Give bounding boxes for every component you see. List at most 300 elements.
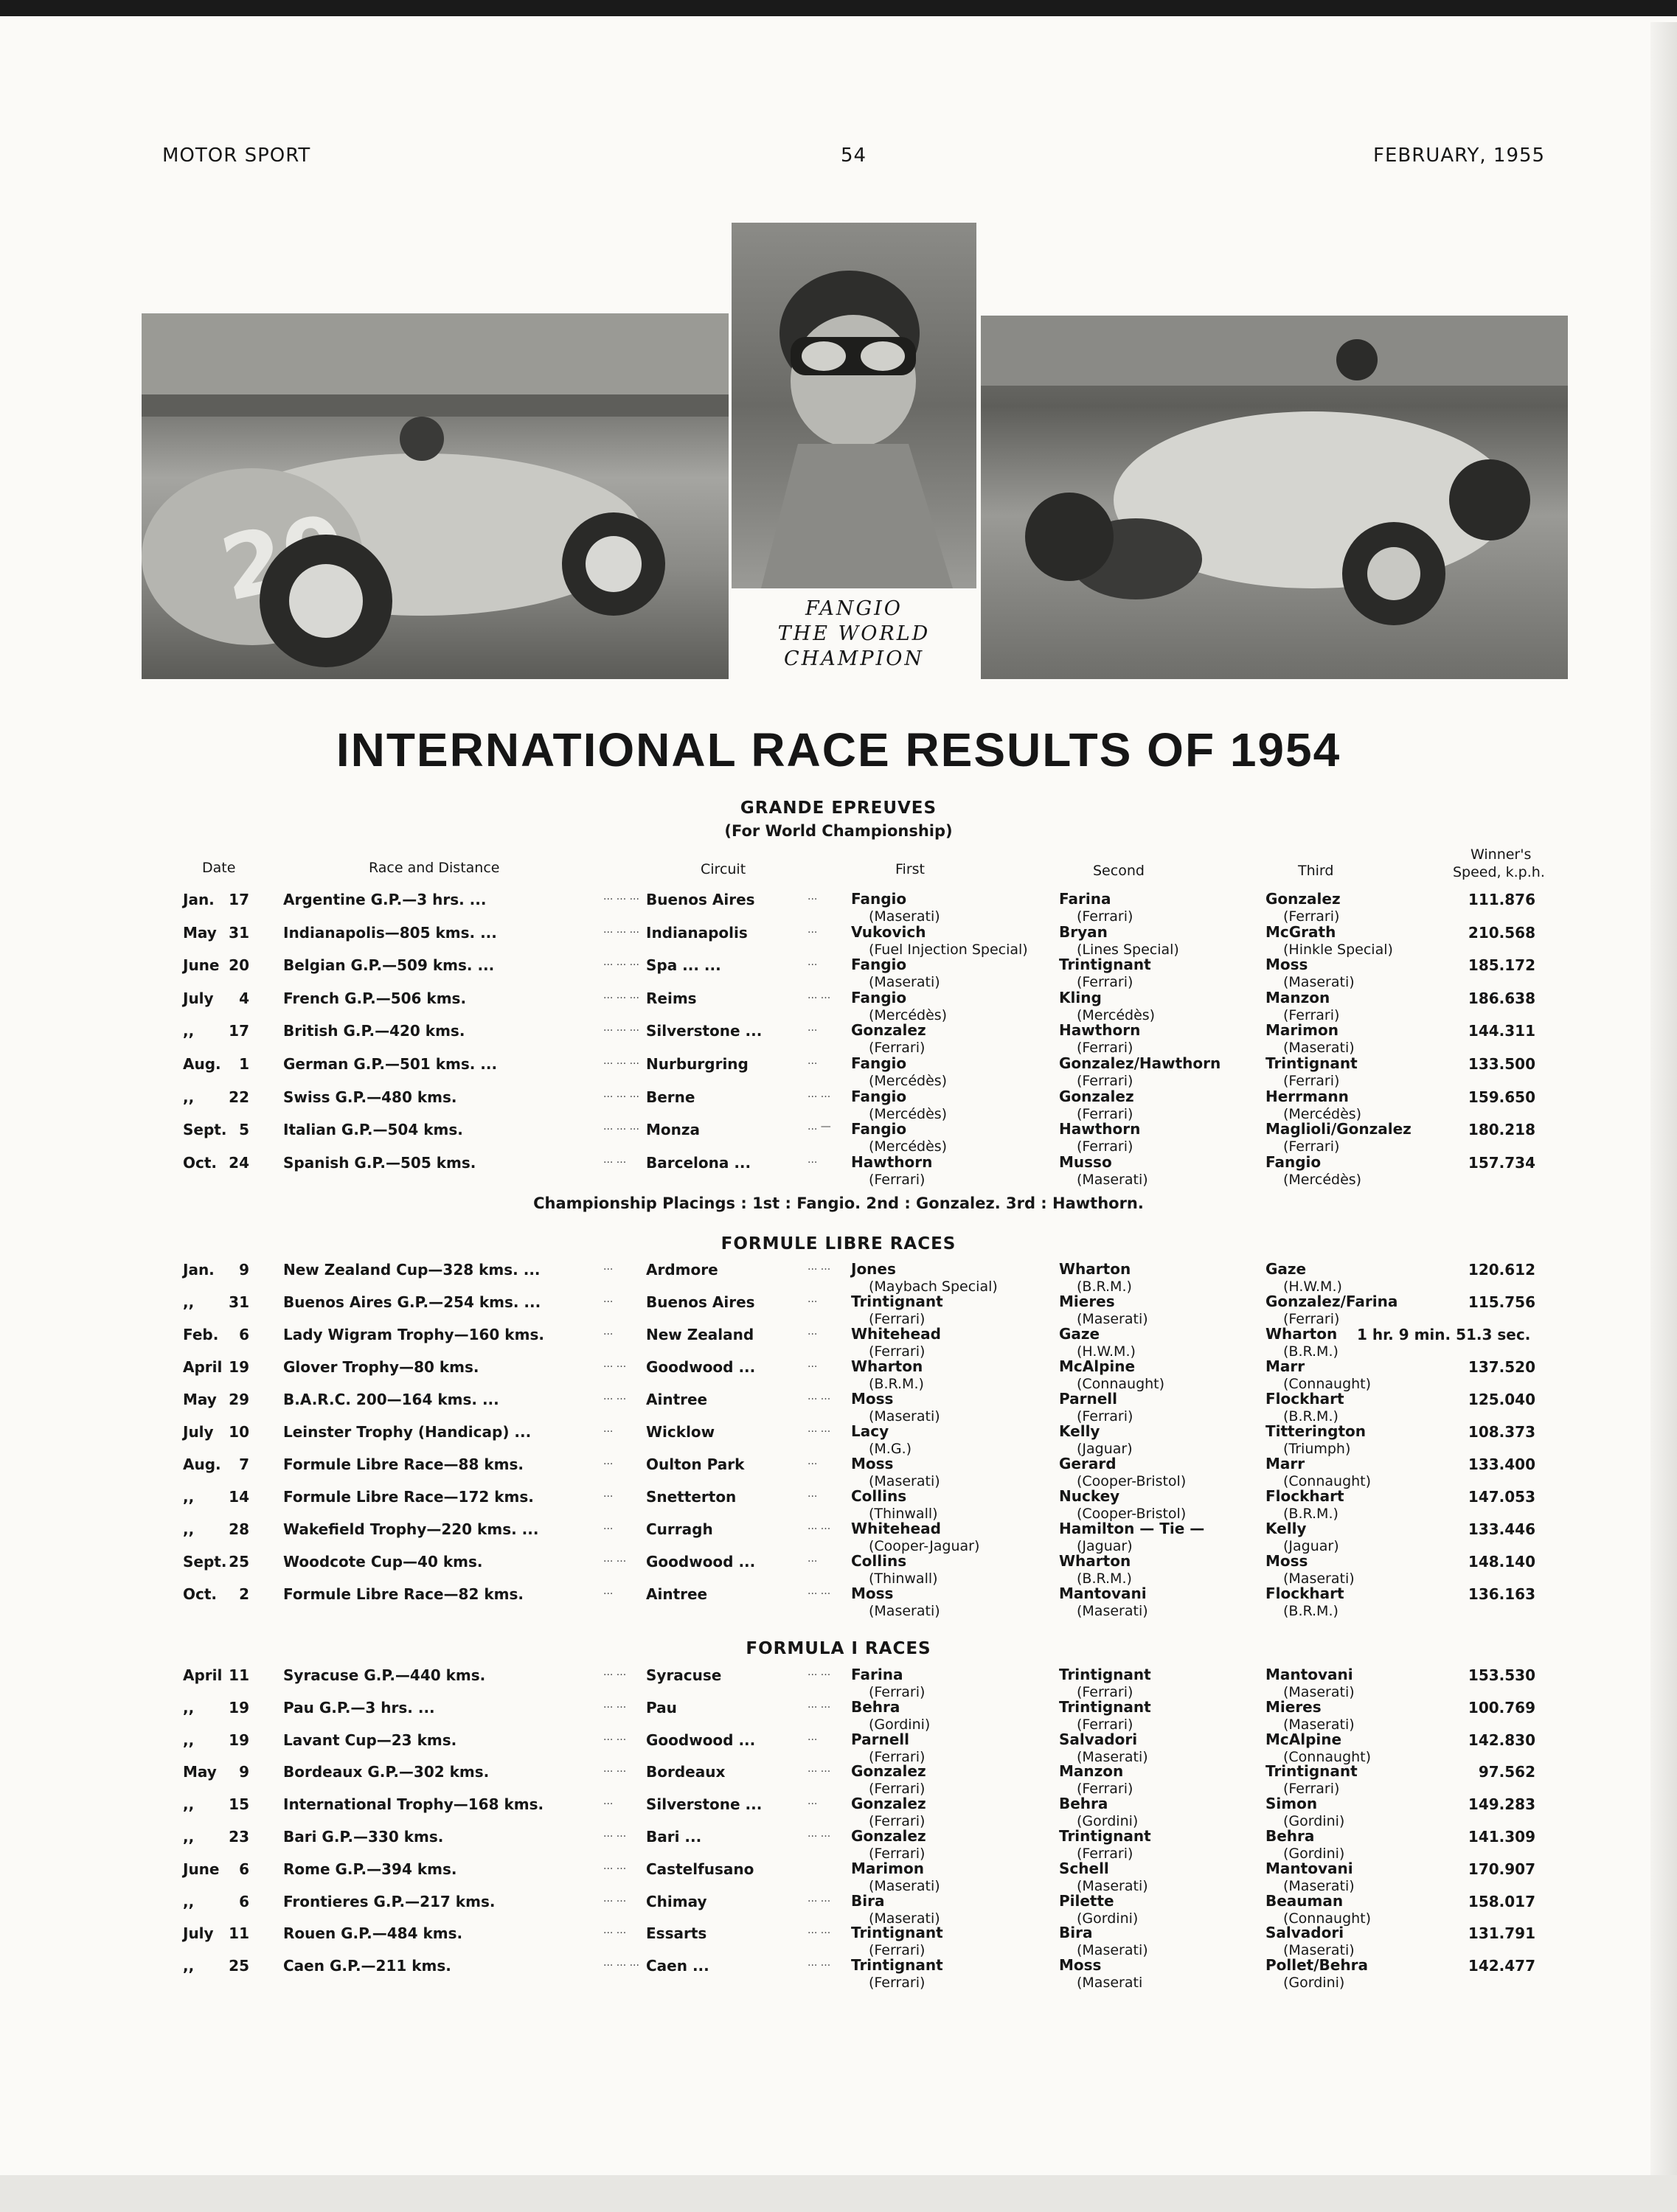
third-place-team: (Ferrari) [1283, 1781, 1340, 1798]
leader-dots: ... [808, 923, 818, 936]
winner-team: (Fuel Injection Special) [869, 941, 1028, 958]
race-name: Buenos Aires G.P.—254 kms. ... [283, 1293, 541, 1311]
date-month: Feb. [183, 1326, 219, 1343]
second-place-driver: Moss [1059, 1956, 1102, 1975]
date-day: 9 [239, 1261, 249, 1279]
winner-driver: Gonzalez [851, 1795, 926, 1813]
third-place-team: (Gordini) [1283, 1846, 1345, 1862]
race-name: Bari G.P.—330 kms. [283, 1828, 444, 1846]
second-place-cell [1059, 924, 1179, 958]
second-place-cell [1059, 990, 1155, 1023]
winner-team: (Ferrari) [869, 1846, 926, 1862]
winner-cell [851, 924, 1028, 958]
winner-cell [851, 1553, 938, 1587]
circuit-name: Curragh [646, 1520, 713, 1538]
winner-speed: 131.791 [1468, 1924, 1535, 1943]
circuit-name: Syracuse [646, 1666, 722, 1684]
leader-dots: ... [603, 1293, 614, 1305]
second-place-driver: Mieres [1059, 1293, 1115, 1310]
circuit-name: Aintree [646, 1585, 708, 1603]
winner-team: (Ferrari) [869, 1311, 926, 1327]
winner-driver: Trintignant [851, 1293, 943, 1310]
date-month: ,, [183, 1088, 195, 1106]
second-place-team: (Maserati) [1077, 1877, 1148, 1894]
winner-driver: Moss [851, 1455, 894, 1472]
leader-dots: ... ... ... [603, 891, 639, 902]
third-place-driver: Mieres [1265, 1697, 1322, 1716]
second-place-team: (Ferrari) [1077, 1138, 1133, 1155]
winner-cell [851, 1893, 940, 1927]
photo-racing-car-number-20 [142, 313, 729, 679]
section-title-formula-one: FORMULA I RACES [746, 1639, 931, 1658]
second-place-cell [1059, 1860, 1148, 1894]
third-place-cell [1265, 1088, 1361, 1122]
table-row [0, 1956, 1677, 1992]
winner-cell [851, 1666, 925, 1700]
third-place-cell [1265, 1520, 1339, 1554]
date-month: July [183, 1924, 214, 1943]
leader-dots: ... ... [808, 1828, 831, 1840]
third-place-cell [1265, 1699, 1355, 1733]
second-place-team: (Ferrari) [1077, 1073, 1133, 1089]
winner-cell [851, 1828, 926, 1862]
winner-driver: Bira [851, 1891, 885, 1910]
date-month: May [183, 1763, 217, 1781]
date-month: July [183, 989, 214, 1007]
second-place-driver: Wharton [1059, 1552, 1131, 1570]
second-place-team: (Mercédès) [1077, 1006, 1156, 1023]
second-place-cell [1059, 1293, 1148, 1327]
second-place-driver: Gerard [1059, 1455, 1117, 1472]
column-header-date: Date [202, 860, 236, 876]
third-place-driver: Beauman [1265, 1891, 1344, 1910]
circuit-name: Spa ... ... [646, 956, 721, 975]
winner-speed: 120.612 [1468, 1261, 1535, 1279]
leader-dots: ... [808, 1055, 818, 1067]
winner-driver: Gonzalez [851, 1762, 926, 1781]
second-place-team: (Ferrari) [1077, 1846, 1133, 1862]
winner-cell [851, 1261, 998, 1295]
winner-speed: 186.638 [1468, 989, 1535, 1007]
winner-driver: Farina [851, 1666, 903, 1683]
circuit-name: Goodwood ... [646, 1358, 756, 1376]
winner-team: (Ferrari) [869, 1748, 926, 1765]
leader-dots: ... ... [603, 1358, 627, 1370]
second-place-team: (Ferrari) [1077, 1716, 1133, 1733]
third-place-team: (Connaught) [1283, 1473, 1372, 1489]
date-month: June [183, 956, 220, 975]
winner-speed: 210.568 [1468, 923, 1535, 942]
leader-dots: ... ... [603, 1553, 627, 1565]
table-row [0, 956, 1677, 989]
leader-dots: ... ... [808, 1261, 831, 1273]
second-place-team: (H.W.M.) [1077, 1343, 1136, 1360]
race-name: Lavant Cup—23 kms. [283, 1731, 457, 1749]
third-place-driver: Pollet/Behra [1265, 1956, 1368, 1975]
circuit-name: Pau [646, 1698, 677, 1717]
date-day: 20 [229, 956, 249, 975]
winner-speed: 141.309 [1468, 1828, 1535, 1846]
date-day: 6 [239, 1892, 249, 1910]
date-day: 5 [239, 1121, 249, 1139]
date-month: Sept. [183, 1553, 227, 1571]
leader-dots: ... ... ... [603, 1088, 639, 1100]
third-place-team: (Maserati) [1283, 974, 1355, 991]
winner-cell [851, 956, 940, 990]
circuit-name: Goodwood ... [646, 1731, 756, 1749]
third-place-team: (Connaught) [1283, 1748, 1372, 1765]
leader-dots: ... ... [603, 1153, 627, 1166]
date-month: ,, [183, 1892, 195, 1910]
second-place-cell [1059, 1795, 1138, 1829]
third-place-cell [1265, 1326, 1339, 1360]
winner-cell [851, 1795, 926, 1829]
date-day: 11 [229, 1924, 249, 1943]
winner-team: (Thinwall) [869, 1571, 938, 1587]
third-place-team: (Gordini) [1283, 1813, 1345, 1830]
third-place-driver: Flockhart [1265, 1390, 1344, 1408]
leader-dots: ... ... [808, 1423, 831, 1435]
championship-placings: Championship Placings : 1st : Fangio. 2nd : Gonzalez. 3rd : Hawthorn. [533, 1194, 1144, 1212]
date-month: May [183, 1391, 217, 1408]
third-place-team: (Ferrari) [1283, 908, 1340, 925]
leader-dots: ... [808, 1326, 818, 1338]
second-place-cell [1059, 1423, 1133, 1457]
second-place-cell [1059, 1699, 1151, 1733]
winner-cell [851, 1957, 943, 1991]
date-day: 23 [229, 1828, 249, 1846]
second-place-team: (Maserati) [1077, 1603, 1148, 1619]
winner-driver: Gonzalez [851, 1021, 926, 1040]
leader-dots: ... ... ... [603, 1022, 639, 1034]
leader-dots: ... ... ... [603, 1957, 639, 1969]
second-place-team: (Gordini) [1077, 1813, 1139, 1830]
table-row [0, 1423, 1677, 1455]
second-place-driver: Mantovani [1059, 1585, 1147, 1602]
winner-cell [851, 1860, 940, 1894]
leader-dots: ... ... ... [603, 956, 639, 969]
section-title-formule-libre: FORMULE LIBRE RACES [721, 1234, 956, 1253]
circuit-name: Chimay [646, 1892, 707, 1910]
table-row [0, 1666, 1677, 1699]
winner-team: (Mercédès) [869, 1138, 948, 1155]
table-row [0, 1585, 1677, 1618]
second-place-cell [1059, 1585, 1148, 1619]
date-month: Jan. [183, 891, 215, 908]
winner-driver: Parnell [851, 1730, 909, 1748]
table-row [0, 1121, 1677, 1153]
winner-driver: Moss [851, 1585, 894, 1602]
second-place-driver: Hawthorn [1059, 1021, 1141, 1040]
winner-driver: Marimon [851, 1859, 924, 1877]
race-name: Argentine G.P.—3 hrs. ... [283, 891, 487, 908]
winner-team: (Ferrari) [869, 1781, 926, 1798]
race-name: Leinster Trophy (Handicap) ... [283, 1423, 532, 1441]
second-place-team: (Maserati) [1077, 1311, 1148, 1327]
circuit-name: Berne [646, 1088, 695, 1106]
third-place-cell [1265, 1055, 1358, 1089]
circuit-name: Castelfusano [646, 1860, 754, 1878]
third-place-team: (Ferrari) [1283, 1073, 1340, 1089]
date-day: 15 [229, 1795, 249, 1814]
leader-dots: ... [808, 1153, 818, 1166]
date-day: 6 [239, 1860, 249, 1878]
date-day: 31 [229, 923, 249, 942]
third-place-driver: Marr [1265, 1357, 1305, 1375]
winner-driver: Fangio [851, 1054, 907, 1072]
winner-driver: Trintignant [851, 1956, 943, 1975]
second-place-team: (Ferrari) [1077, 974, 1133, 991]
date-day: 14 [229, 1488, 249, 1506]
circuit-name: Aintree [646, 1391, 708, 1408]
second-place-team: (Ferrari) [1077, 1105, 1133, 1122]
leader-dots: ... ... [603, 1391, 627, 1402]
race-name: Wakefield Trophy—220 kms. ... [283, 1520, 539, 1538]
date-day: 11 [229, 1666, 249, 1684]
third-place-driver: Kelly [1265, 1520, 1307, 1537]
winner-speed: 115.756 [1468, 1293, 1535, 1311]
third-place-cell [1265, 1666, 1355, 1700]
second-place-cell [1059, 956, 1151, 990]
leader-dots: ... [808, 1731, 818, 1743]
table-row [0, 1358, 1677, 1391]
second-place-team: (Jaguar) [1077, 1441, 1133, 1457]
date-month: Aug. [183, 1055, 221, 1073]
circuit-name: New Zealand [646, 1326, 754, 1343]
winner-driver: Whitehead [851, 1325, 941, 1343]
date-month: ,, [183, 1022, 195, 1040]
leader-dots: ... ... ... [603, 923, 639, 936]
page-edge-top [0, 0, 1677, 16]
third-place-driver: McAlpine [1265, 1730, 1342, 1748]
third-place-driver: Gaze [1265, 1260, 1307, 1278]
circuit-name: Buenos Aires [646, 1293, 755, 1311]
winner-driver: Whitehead [851, 1520, 941, 1537]
third-place-driver: Moss [1265, 1552, 1308, 1570]
table-row [0, 1455, 1677, 1488]
table-row [0, 1828, 1677, 1860]
race-name: Syracuse G.P.—440 kms. [283, 1666, 486, 1684]
third-place-driver: Mantovani [1265, 1666, 1353, 1683]
leader-dots: ... ... [808, 1924, 831, 1937]
third-place-cell [1265, 1358, 1371, 1392]
circuit-name: Buenos Aires [646, 891, 755, 908]
third-place-cell [1265, 1893, 1371, 1927]
third-place-team: (Ferrari) [1283, 1138, 1340, 1155]
winner-speed: 125.040 [1468, 1391, 1535, 1408]
winner-cell [851, 1055, 947, 1089]
second-place-cell [1059, 1088, 1134, 1122]
second-place-driver: Bryan [1059, 922, 1108, 941]
third-place-driver: Marimon [1265, 1021, 1339, 1040]
second-place-team: (Cooper-Bristol) [1077, 1473, 1187, 1489]
second-place-driver: Kling [1059, 988, 1102, 1006]
second-place-driver: Salvadori [1059, 1730, 1138, 1748]
third-place-driver: Behra [1265, 1827, 1315, 1845]
race-name: Formule Libre Race—172 kms. [283, 1488, 534, 1506]
table-row [0, 1553, 1677, 1585]
third-place-team: (Maserati) [1283, 1684, 1355, 1700]
third-place-team: (Maserati) [1283, 1877, 1355, 1894]
winner-team: (Mercédès) [869, 1105, 948, 1122]
third-place-driver: Mantovani [1265, 1859, 1353, 1877]
date-day: 19 [229, 1731, 249, 1749]
winner-driver: Fangio [851, 988, 907, 1006]
winner-team: (Maserati) [869, 974, 940, 991]
leader-dots: ... ... [808, 1585, 831, 1597]
second-place-team: (Ferrari) [1077, 1684, 1133, 1700]
second-place-cell [1059, 1763, 1133, 1797]
winner-driver: Fangio [851, 1087, 907, 1105]
race-name: Italian G.P.—504 kms. [283, 1121, 463, 1139]
race-name: Formule Libre Race—82 kms. [283, 1585, 524, 1603]
leader-dots: ... [603, 1455, 614, 1467]
second-place-team: (B.R.M.) [1077, 1279, 1132, 1295]
third-place-cell [1265, 1957, 1368, 1991]
winner-cell [851, 1088, 947, 1122]
race-name: Belgian G.P.—509 kms. ... [283, 956, 495, 975]
race-name: French G.P.—506 kms. [283, 989, 467, 1007]
circuit-name: Caen ... [646, 1957, 709, 1975]
leader-dots: ... [808, 1022, 818, 1034]
date-day: 25 [229, 1957, 249, 1975]
winner-cell [851, 1924, 943, 1958]
winner-cell [851, 1121, 947, 1155]
winner-team: (Maserati) [869, 1408, 940, 1425]
column-header-circuit: Circuit [701, 861, 746, 877]
circuit-name: Goodwood ... [646, 1553, 756, 1571]
winner-cell [851, 1699, 930, 1733]
second-place-driver: Hawthorn [1059, 1120, 1141, 1138]
second-place-cell [1059, 1455, 1186, 1489]
second-place-cell [1059, 1666, 1151, 1700]
winner-cell [851, 1326, 941, 1360]
leader-dots: ... ... [603, 1666, 627, 1678]
third-place-team: (B.R.M.) [1283, 1343, 1339, 1360]
third-place-cell [1265, 1924, 1355, 1958]
winner-driver: Moss [851, 1390, 894, 1408]
third-place-cell [1265, 956, 1355, 990]
winner-driver: Collins [851, 1552, 907, 1570]
leader-dots: ... ... [808, 989, 831, 1001]
second-place-team: (Ferrari) [1077, 908, 1133, 925]
winner-speed: 108.373 [1468, 1423, 1535, 1441]
winner-team: (Mercédès) [869, 1006, 948, 1023]
third-place-driver: Flockhart [1265, 1487, 1344, 1505]
table-row [0, 1860, 1677, 1893]
table-row [0, 990, 1677, 1022]
second-place-driver: Hamilton — Tie — [1059, 1520, 1205, 1537]
race-name: Rouen G.P.—484 kms. [283, 1924, 463, 1943]
second-place-cell [1059, 1055, 1221, 1089]
winner-team: (Thinwall) [869, 1506, 938, 1522]
date-month: April [183, 1358, 223, 1376]
table-row [0, 1088, 1677, 1121]
third-place-driver: Flockhart [1265, 1585, 1344, 1602]
winner-cell [851, 1154, 932, 1188]
table-row [0, 1699, 1677, 1731]
column-header-speed-line-1: Winner's [1471, 846, 1532, 863]
date-month: ,, [183, 1488, 195, 1506]
winner-speed: 100.769 [1468, 1698, 1535, 1717]
third-place-driver: McGrath [1265, 922, 1336, 941]
photo-caption-line-1: FANGIO [805, 597, 903, 620]
third-place-cell [1265, 1731, 1371, 1765]
winner-speed: 136.163 [1468, 1585, 1535, 1603]
leader-dots: ... ... ... [603, 1055, 639, 1067]
race-name: Rome G.P.—394 kms. [283, 1860, 457, 1878]
leader-dots: ... [603, 1488, 614, 1500]
third-place-driver: Moss [1265, 956, 1308, 974]
third-place-team: (B.R.M.) [1283, 1603, 1339, 1619]
date-day: 9 [239, 1763, 249, 1781]
second-place-driver: Gonzalez [1059, 1087, 1134, 1105]
circuit-name: Reims [646, 989, 697, 1007]
third-place-cell [1265, 1293, 1398, 1327]
circuit-name: Bordeaux [646, 1763, 726, 1781]
second-place-driver: Gonzalez/Hawthorn [1059, 1054, 1221, 1072]
winner-driver: Jones [851, 1260, 896, 1278]
second-place-cell [1059, 1358, 1164, 1392]
table-row [0, 1731, 1677, 1764]
winner-speed: 185.172 [1468, 956, 1535, 975]
date-day: 19 [229, 1698, 249, 1717]
winner-team: (Maybach Special) [869, 1279, 998, 1295]
winner-team: (Maserati) [869, 908, 940, 925]
date-day: 4 [239, 989, 249, 1007]
winner-team: (Ferrari) [869, 1813, 926, 1830]
leader-dots: ... ... [808, 1892, 831, 1905]
winner-team: (Maserati) [869, 1473, 940, 1489]
column-header-first: First [895, 861, 925, 877]
second-place-cell [1059, 1391, 1133, 1425]
race-name: B.A.R.C. 200—164 kms. ... [283, 1391, 499, 1408]
third-place-team: (Triumph) [1283, 1441, 1351, 1457]
second-place-driver: Nuckey [1059, 1487, 1120, 1505]
circuit-name: Wicklow [646, 1423, 715, 1441]
winner-speed: 157.734 [1468, 1153, 1535, 1172]
table-row [0, 1055, 1677, 1088]
table-row [0, 1326, 1677, 1358]
third-place-team: (Ferrari) [1283, 1311, 1340, 1327]
second-place-cell [1059, 1520, 1204, 1554]
date-day: 31 [229, 1293, 249, 1311]
racing-car-front-illustration [981, 316, 1568, 679]
third-place-team: (Connaught) [1283, 1376, 1372, 1392]
winner-team: (Ferrari) [869, 1942, 926, 1959]
third-place-cell [1265, 1585, 1344, 1619]
leader-dots: ... ... [808, 1763, 831, 1775]
third-place-team: (B.R.M.) [1283, 1506, 1339, 1522]
winner-speed: 133.446 [1468, 1520, 1535, 1538]
second-place-cell [1059, 1121, 1140, 1155]
second-place-driver: Pilette [1059, 1891, 1114, 1910]
leader-dots: ... ... [603, 1698, 627, 1711]
third-place-driver: Manzon [1265, 988, 1330, 1006]
race-name: Spanish G.P.—505 kms. [283, 1153, 476, 1172]
circuit-name: Essarts [646, 1924, 707, 1943]
second-place-team: (B.R.M.) [1077, 1571, 1132, 1587]
table-row [0, 1520, 1677, 1553]
winner-speed: 133.500 [1468, 1055, 1535, 1073]
leader-dots: ... ... [603, 1924, 627, 1937]
race-name: Pau G.P.—3 hrs. ... [283, 1698, 435, 1717]
circuit-name: Snetterton [646, 1488, 737, 1506]
race-name: Glover Trophy—80 kms. [283, 1358, 479, 1376]
winner-speed: 144.311 [1468, 1022, 1535, 1040]
winner-cell [851, 1293, 943, 1327]
second-place-team: (Maserati) [1077, 1171, 1148, 1188]
